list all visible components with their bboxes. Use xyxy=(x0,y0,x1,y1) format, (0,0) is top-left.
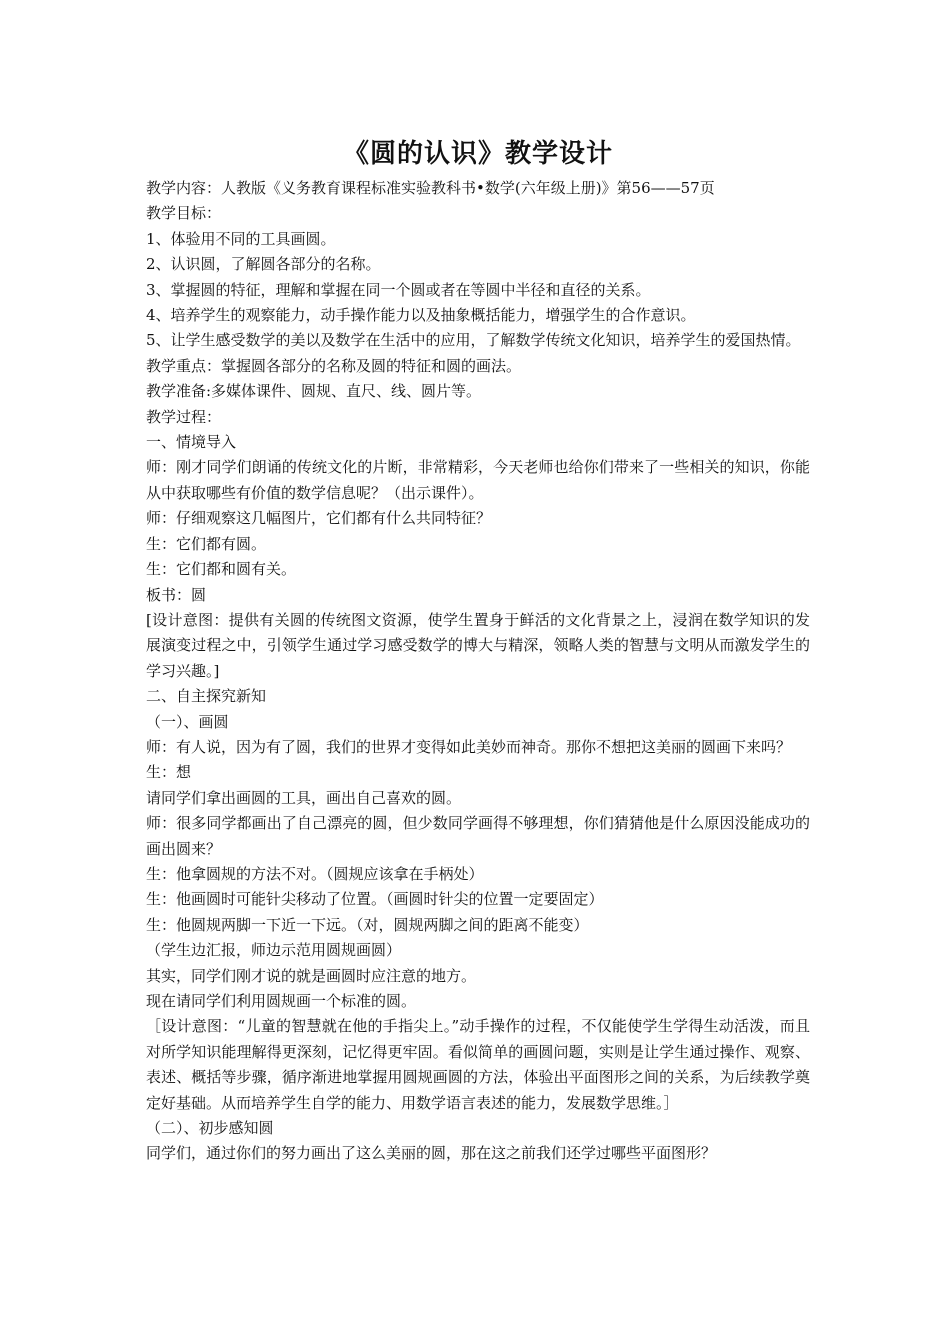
paragraph: 生：他拿圆规的方法不对。（圆规应该拿在手柄处） xyxy=(146,864,484,883)
paragraph: 5、让学生感受数学的美以及数学在生活中的应用，了解数学传统文化知识，培养学生的爱国热情。 xyxy=(146,331,801,350)
paragraph: 师：很多同学都画出了自己漂亮的圆，但少数同学画得不够理想，你们猜猜他是什么原因没能成功的画出圆来？ xyxy=(146,814,810,858)
paragraph: 板书：圆 xyxy=(146,585,207,604)
paragraph: 教学内容：人教版《义务教育课程标准实验教科书•数学(六年级上册)》第56——57页 xyxy=(146,179,715,197)
paragraph: 教学重点：掌握圆各部分的名称及圆的特征和圆的画法。 xyxy=(146,356,522,375)
paragraph: 师：仔细观察这几幅图片，它们都有什么共同特征？ xyxy=(146,509,492,528)
paragraph: （学生边汇报，师边示范用圆规画圆） xyxy=(146,941,402,960)
paragraph: 生：想 xyxy=(146,763,192,782)
design-intent-note: [设计意图：提供有关圆的传统图文资源，使学生置身于鲜活的文化背景之上，浸润在数学知识的发展演变过程之中，引领学生通过学习感受数学的博大与精深，领略人类的智慧与文明从而激发学生的学习兴趣。] xyxy=(146,610,810,680)
paragraph: 教学准备:多媒体课件、圆规、直尺、线、圆片等。 xyxy=(146,382,482,401)
paragraph: 请同学们拿出画圆的工具，画出自己喜欢的圆。 xyxy=(146,788,462,807)
paragraph: 同学们，通过你们的努力画出了这么美丽的圆，那在这之前我们还学过哪些平面图形？ xyxy=(146,1144,717,1163)
paragraph: 4、培养学生的观察能力，动手操作能力以及抽象概括能力，增强学生的合作意识。 xyxy=(146,306,696,325)
paragraph: 师：有人说，因为有了圆，我们的世界才变得如此美妙而神奇。那你不想把这美丽的圆画下来吗？ xyxy=(146,737,792,756)
paragraph: 教学过程： xyxy=(146,407,222,426)
paragraph: 师：刚才同学们朗诵的传统文化的片断，非常精彩，今天老师也给你们带来了一些相关的知识，你能从中获取哪些有价值的数学信息呢？（出示课件）。 xyxy=(146,458,810,502)
paragraph: 2、认识圆，了解圆各部分的名称。 xyxy=(146,255,381,274)
paragraph: 生：它们都有圆。 xyxy=(146,534,267,553)
section-heading: 一、情境导入 xyxy=(146,433,237,452)
paragraph: 其实，同学们刚才说的就是画圆时应注意的地方。 xyxy=(146,966,477,985)
design-intent-note: ［设计意图：“儿童的智慧就在他的手指尖上。”动手操作的过程，不仅能使学生学得生动活泼，而且对所学知识能理解得更深刻，记忆得更牢固。看似简单的画圆问题，实则是让学生通过操作、观察、表述、概括等步骤，循序渐进地掌握用圆规画圆的方法，体验出平面图形之间的关系，为后续教学奠定好基础。从而培养学生自学的能力、用数学语言表述的能力，发展数学思维。］ xyxy=(146,1017,810,1112)
paragraph: 生：它们都和圆有关。 xyxy=(146,560,297,579)
paragraph: 1、体验用不同的工具画圆。 xyxy=(146,229,336,248)
paragraph: 3、掌握圆的特征，理解和掌握在同一个圆或者在等圆中半径和直径的关系。 xyxy=(146,280,651,299)
document-title: 《圆的认识》教学设计 xyxy=(342,139,613,169)
paragraph: 现在请同学们利用圆规画一个标准的圆。 xyxy=(146,992,417,1010)
subsection-heading: （二）、初步感知圆 xyxy=(146,1119,274,1138)
paragraph: 生：他画圆时可能针尖移动了位置。（画圆时针尖的位置一定要固定） xyxy=(146,890,604,909)
paragraph: 生：他圆规两脚一下近一下远。（对，圆规两脚之间的距离不能变） xyxy=(146,915,589,934)
paragraph: 教学目标： xyxy=(146,204,222,223)
subsection-heading: （一）、画圆 xyxy=(146,712,229,731)
document-page xyxy=(146,134,810,1167)
document-body xyxy=(146,176,810,1167)
section-heading: 二、自主探究新知 xyxy=(146,687,267,706)
